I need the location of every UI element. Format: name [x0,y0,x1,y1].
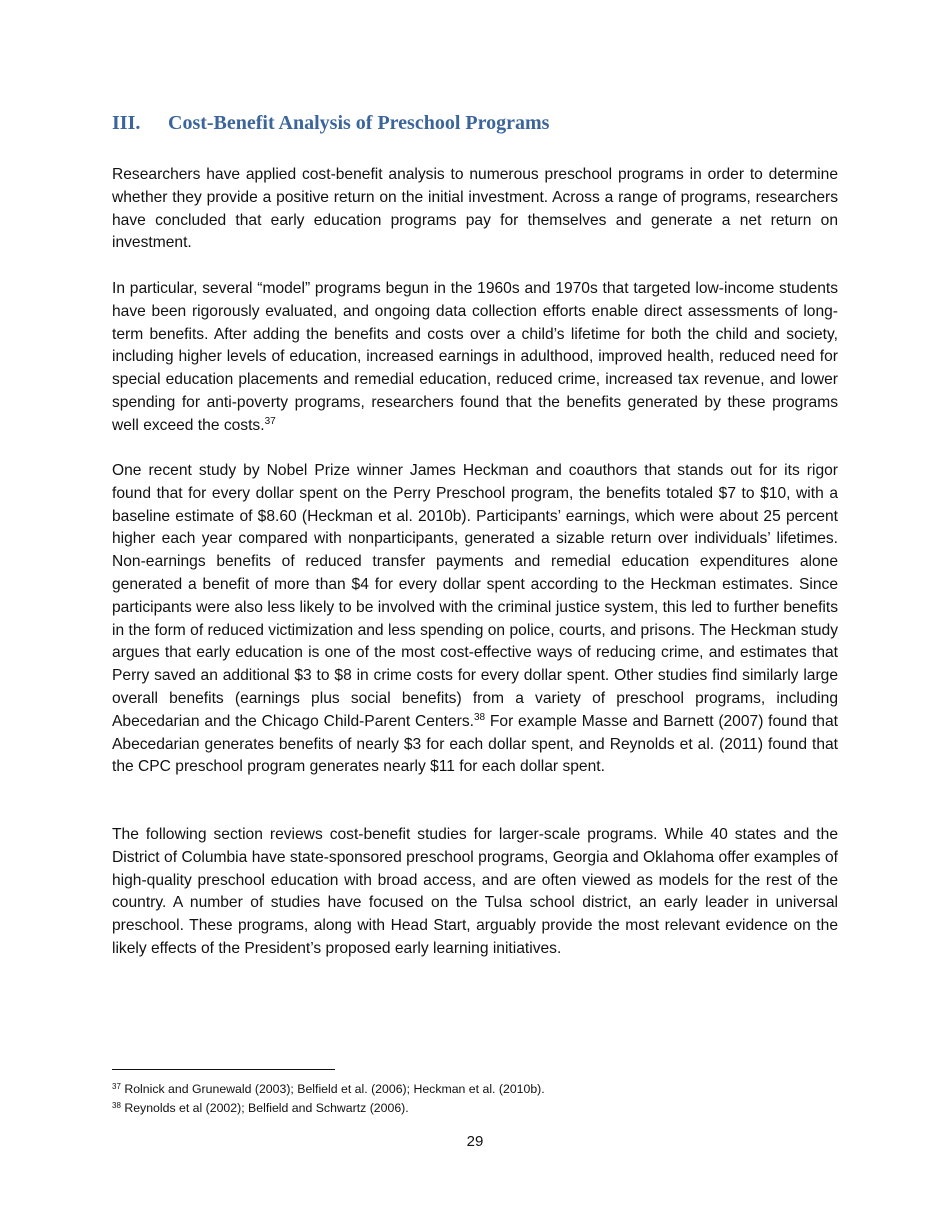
paragraph-intro [112,164,838,255]
footnote-38 [112,1100,409,1116]
footnote-reference[interactable]: 38 [473,711,486,723]
footnote-number: 37 [112,1082,121,1091]
footnote-divider [112,1069,335,1070]
footnote-reference[interactable]: 37 [264,415,276,427]
footnote-text: Reynolds et al (2002); Belfield and Schwartz (2006). [120,1101,409,1115]
paragraph-text: In particular, several “model” programs begun in the 1960s and 1970s that targeted low-income students have been rigorously evaluated, and ongoing data collection efforts enable direct assessments of long-term benefits. After adding the benefits and costs over a child’s lifetime for both the child and society, including higher levels of education, increased earnings in adulthood, improved health, reduced need for special education placements and remedial education, reduced crime, increased tax revenue, and lower spending for anti-poverty programs, researchers found that the benefits generated by these programs well exceed the costs. [112,280,838,434]
section-title: Cost-Benefit Analysis of Preschool Programs [168,112,550,134]
section-number: III. [112,112,141,134]
footnote-number: 38 [112,1101,121,1110]
document-page [112,0,838,1230]
paragraph-model-programs [112,278,838,438]
paragraph-text: Researchers have applied cost-benefit analysis to numerous preschool programs in order to determine whether they provide a positive return on the initial investment. Across a range of programs, researchers have concluded that early education programs pay for themselves and generate a net return on investment. [112,166,838,252]
page-number: 29 [466,1133,484,1150]
paragraph-text: The following section reviews cost-benefit studies for larger-scale programs. While 40 states and the District of Columbia have state-sponsored preschool programs, Georgia and Oklahoma offer examples of high-quality preschool education with broad access, and are often viewed as models for the rest of the country. A number of studies have focused on the Tulsa school district, an early leader in universal preschool. These programs, along with Head Start, arguably provide the most relevant evidence on the likely effects of the President’s proposed early learning initiatives. [112,826,838,957]
paragraph-heckman-study [112,460,838,779]
section-heading [112,112,549,135]
paragraph-text: For example Masse and Barnett (2007) found that Abecedarian generates benefits of nearly $3 for each dollar spent, and Reynolds et al. (2011) found that the CPC preschool program generates nearly $11 for each dollar spent. [112,712,838,776]
footnote-37 [112,1081,545,1097]
footnote-text: Rolnick and Grunewald (2003); Belfield et al. (2006); Heckman et al. (2010b). [120,1082,545,1096]
paragraph-larger-programs [112,824,838,961]
paragraph-text: One recent study by Nobel Prize winner James Heckman and coauthors that stands out for its rigor found that for every dollar spent on the Perry Preschool program, the benefits totaled $7 to $10, with a baseline estimate of $8.60 (Heckman et al. 2010b). Participants’ earnings, which were about 25 percent higher each year compared with nonparticipants, generated a sizable return over individuals’ lifetimes. Non-earnings benefits of reduced transfer payments and remedial education expenditures alone generated a benefit of more than $4 for every dollar spent according to the Heckman estimates. Since participants were also less likely to be involved with the criminal justice system, this led to further benefits in the form of reduced victimization and less spending on police, courts, and prisons. The Heckman study argues that early education is one of the most cost-effective ways of reducing crime, and estimates that Perry saved an additional $3 to $8 in crime costs for every dollar spent. Other studies find similarly large overall benefits (earnings plus social benefits) from a variety of preschool programs, including Abecedarian and the Chicago Child-Parent Centers. [112,462,838,730]
